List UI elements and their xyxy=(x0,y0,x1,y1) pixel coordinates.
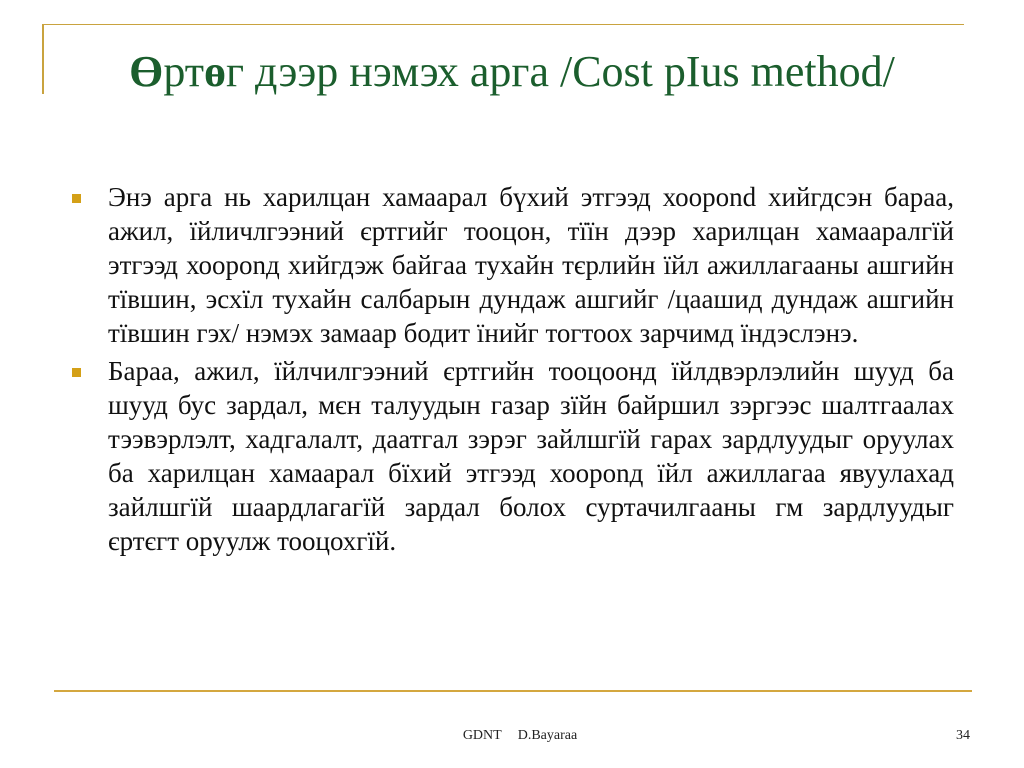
square-bullet-icon xyxy=(72,368,81,377)
title-bold-letter-2: ө xyxy=(203,47,226,96)
bullet-item-1 xyxy=(72,180,954,350)
title-bold-letter-1: Ө xyxy=(129,47,164,96)
square-bullet-icon xyxy=(72,194,81,203)
top-decorative-line xyxy=(42,24,964,25)
title-rest: г дээр нэмэх арга /Cost pIus method/ xyxy=(225,47,895,96)
title-part-2: рт xyxy=(163,47,204,96)
bottom-decorative-line xyxy=(54,690,972,692)
page-number: 34 xyxy=(956,728,970,743)
bullet-text-1: Энэ арга нь харилцан хамаарал бүхий этгээд хоорond хийгдсэн бараа, ажил, їйличлгээний єртгийг тооцон, тїїн дээр харилцан хамааралгїй этгээд хоорonд хийгдэж байгаа тухайн тєрлийн їйл ажиллагааны ашгийн тївшин, эсхїл тухайн салбарын дундаж ашгийг /цаашид дундаж ашгийн тївшин гэх/ нэмэх замаар бодит їнийг тогтоох зарчимд їндэслэнэ. xyxy=(108,182,954,348)
slide-title xyxy=(60,44,964,100)
bullet-list xyxy=(72,180,954,562)
left-decorative-line xyxy=(42,24,44,94)
bullet-item-2 xyxy=(72,354,954,558)
bullet-text-2: Бараа, ажил, їйлчилгээний єртгийн тооцоонд їйлдвэрлэлийн шууд ба шууд бус зардал, мєн талуудын газар зїйн байршил зэргээс шалтгаалах тээвэрлэлт, хадгалалт, даатгал зэрэг зайлшгїй гарах зардлуудыг оруулах ба харилцан хамаарал бїхий этгээд хоорonд їйл ажиллагаа явуулахад зайлшгїй шаардлагагїй зардал болох суртачилгааны гм зардлуудыг єртєгт оруулж тооцохгїй. xyxy=(108,356,954,556)
footer-center xyxy=(420,728,620,744)
footer-org: GDNT xyxy=(462,728,502,743)
footer-author: D.Bayaraa xyxy=(517,728,578,743)
